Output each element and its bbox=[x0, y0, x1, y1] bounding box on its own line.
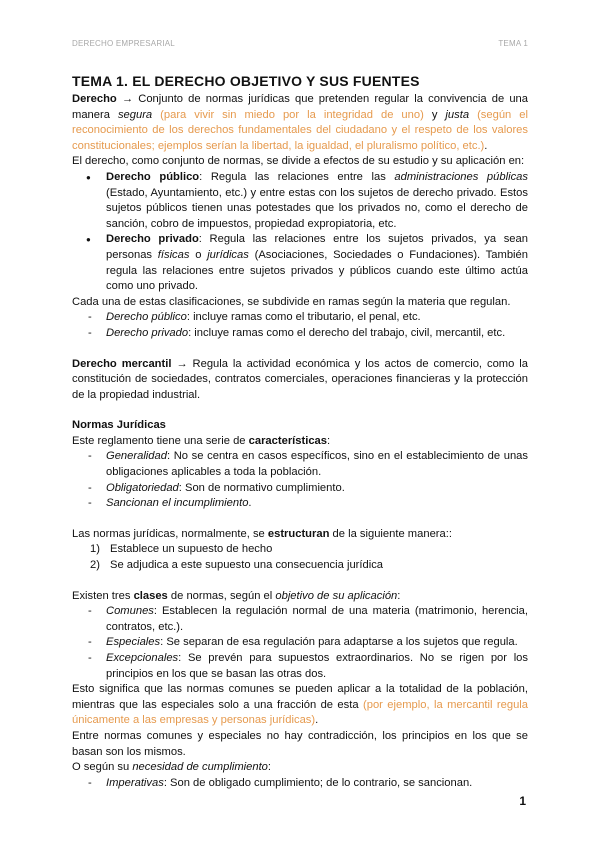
text: y bbox=[431, 108, 446, 121]
list-item bbox=[86, 326, 528, 342]
term-segura: segura bbox=[117, 108, 153, 121]
text: (Estado, Ayuntamiento, etc.) y entre estas con los sujetos de derecho privado. Estos sujetos públicos tienen unas potestades que los privados no, como el derecho de sanción, cobro de impuestos, propiedad expropiatoria, etc. bbox=[106, 186, 528, 230]
term: Especiales bbox=[106, 636, 161, 649]
text: . bbox=[248, 497, 252, 510]
section-heading-normas bbox=[72, 418, 528, 434]
list-number: 1) bbox=[90, 543, 100, 556]
text: Esto significa que las normas comunes se pueden aplicar a la totalidad de la población, mientras que las especiales solo a una fracción de esta bbox=[72, 683, 528, 711]
mercantil-definition bbox=[72, 357, 528, 404]
list-item-derecho-privado bbox=[86, 232, 528, 294]
note-justa: (según el reconocimiento de los derechos fundamentales del ciudadano y el respeto de los valores constitucionales; ejemplos serían la libertad, la igualdad, el pluralismo político, etc.) bbox=[72, 108, 528, 152]
text: : Se prevén para supuestos extraordinarios. No se rigen por los principios en los que se basan las otras dos. bbox=[106, 652, 528, 680]
list-item bbox=[86, 449, 528, 480]
text: o bbox=[189, 248, 208, 261]
text: : No se centra en casos específicos, sino en el establecimiento de unas obligaciones aplicables a toda la población. bbox=[106, 450, 528, 479]
running-header-left: DERECHO EMPRESARIAL bbox=[72, 39, 175, 48]
term: necesidad de cumplimiento bbox=[132, 761, 268, 774]
text: : Establecen la regulación normal de una materia (matrimonio, herencia, contratos, etc.). bbox=[106, 605, 528, 633]
term: clases bbox=[133, 589, 168, 602]
list-item bbox=[86, 481, 528, 497]
heading-text: Normas Jurídicas bbox=[72, 419, 166, 432]
text: : bbox=[397, 589, 401, 602]
term: Obligatoriedad bbox=[106, 481, 179, 494]
term: Imperativas bbox=[106, 776, 164, 789]
ramas-intro: Cada una de estas clasificaciones, se subdivide en ramas según la materia que regulan. bbox=[72, 295, 511, 308]
necesidad-intro bbox=[72, 760, 528, 776]
text: : Regula las relaciones entre las bbox=[199, 170, 395, 183]
term-mercantil: Derecho mercantil bbox=[72, 357, 172, 370]
estructura-intro bbox=[72, 527, 528, 543]
text: de normas, según el bbox=[167, 589, 276, 602]
term-derecho-publico: Derecho público bbox=[106, 170, 200, 183]
text: : incluye ramas como el derecho del trabajo, civil, mercantil, etc. bbox=[188, 326, 506, 339]
text: : bbox=[327, 434, 331, 447]
text: → Regula la actividad económica y los actos de comercio, como la constitución de sociedades, contratos comerciales, operaciones financieras y la protección de la propiedad industrial. bbox=[72, 357, 528, 401]
list-item bbox=[86, 651, 528, 682]
derecho-definition bbox=[72, 92, 528, 154]
term-juridicas: jurídicas bbox=[207, 248, 249, 261]
term: estructuran bbox=[267, 527, 330, 540]
term-derecho-privado: Derecho privado bbox=[106, 233, 199, 246]
text: O según su bbox=[72, 761, 133, 774]
list-item bbox=[86, 635, 528, 651]
text: Establece un supuesto de hecho bbox=[110, 543, 273, 556]
text: Existen tres bbox=[72, 589, 134, 602]
term: Comunes bbox=[106, 605, 154, 618]
text: . bbox=[484, 139, 488, 152]
contradiccion-paragraph: Entre normas comunes y especiales no hay contradicción, los principios en los que se basan son los mismos. bbox=[72, 729, 528, 758]
list-item bbox=[86, 542, 528, 558]
term: características bbox=[248, 434, 327, 447]
caracteristicas-intro bbox=[72, 434, 528, 450]
term-justa: justa bbox=[445, 108, 470, 121]
term: objetivo de su aplicación bbox=[275, 589, 398, 602]
text: Se adjudica a este supuesto una consecuencia jurídica bbox=[110, 559, 384, 572]
list-number: 2) bbox=[90, 559, 100, 572]
text: . bbox=[315, 714, 319, 727]
term: Excepcionales bbox=[106, 652, 179, 664]
text: : bbox=[267, 761, 272, 774]
division-intro: El derecho, como conjunto de normas, se divide a efectos de su estudio y su aplicación en: bbox=[72, 155, 525, 168]
term: Generalidad bbox=[106, 450, 167, 463]
term: Derecho público bbox=[106, 311, 187, 324]
term-fisicas: físicas bbox=[157, 248, 190, 261]
text: : Se separan de esa regulación para adaptarse a los sujetos que regula. bbox=[160, 636, 518, 649]
term-derecho: Derecho bbox=[72, 93, 117, 105]
page-content bbox=[72, 72, 528, 791]
term: Sancionan el incumplimiento bbox=[106, 497, 249, 510]
text: Las normas jurídicas, normalmente, se bbox=[72, 527, 268, 540]
text: : Son de obligado cumplimiento; de lo contrario, se sancionan. bbox=[163, 776, 473, 789]
text: de la siguiente manera:: bbox=[329, 527, 452, 540]
list-item bbox=[86, 558, 528, 574]
running-header-right: TEMA 1 bbox=[498, 39, 528, 48]
note-segura: (para vivir sin miedo por la integridad de uno) bbox=[152, 108, 432, 121]
text: (Asociaciones, Sociedades o Fundaciones). También regula las relaciones entre sujetos privados y públicos cuando este último actúa como uno privado. bbox=[106, 248, 528, 293]
page-number: 1 bbox=[519, 794, 526, 808]
text: : Regula las relaciones entre los sujetos privados, ya sean personas bbox=[106, 233, 528, 261]
list-item bbox=[86, 310, 528, 326]
text: Este reglamento tiene una serie de bbox=[72, 434, 249, 447]
list-item bbox=[86, 776, 528, 792]
page-title: TEMA 1. EL DERECHO OBJETIVO Y SUS FUENTES bbox=[72, 73, 420, 89]
note: (por ejemplo, la mercantil regula únicamente a las empresas y personas jurídicas) bbox=[72, 698, 529, 727]
list-item bbox=[86, 496, 528, 512]
term: Derecho privado bbox=[106, 326, 189, 339]
list-item-derecho-publico bbox=[86, 170, 528, 232]
clases-intro bbox=[72, 589, 528, 605]
text: → Conjunto de normas jurídicas que pretenden regular la convivencia de una manera bbox=[72, 93, 528, 121]
term-administraciones: administraciones públicas bbox=[394, 170, 528, 183]
text: : Son de normativo cumplimiento. bbox=[178, 481, 345, 494]
significa-paragraph bbox=[72, 682, 528, 729]
text: : incluye ramas como el tributario, el penal, etc. bbox=[186, 311, 421, 324]
list-item bbox=[86, 604, 528, 635]
